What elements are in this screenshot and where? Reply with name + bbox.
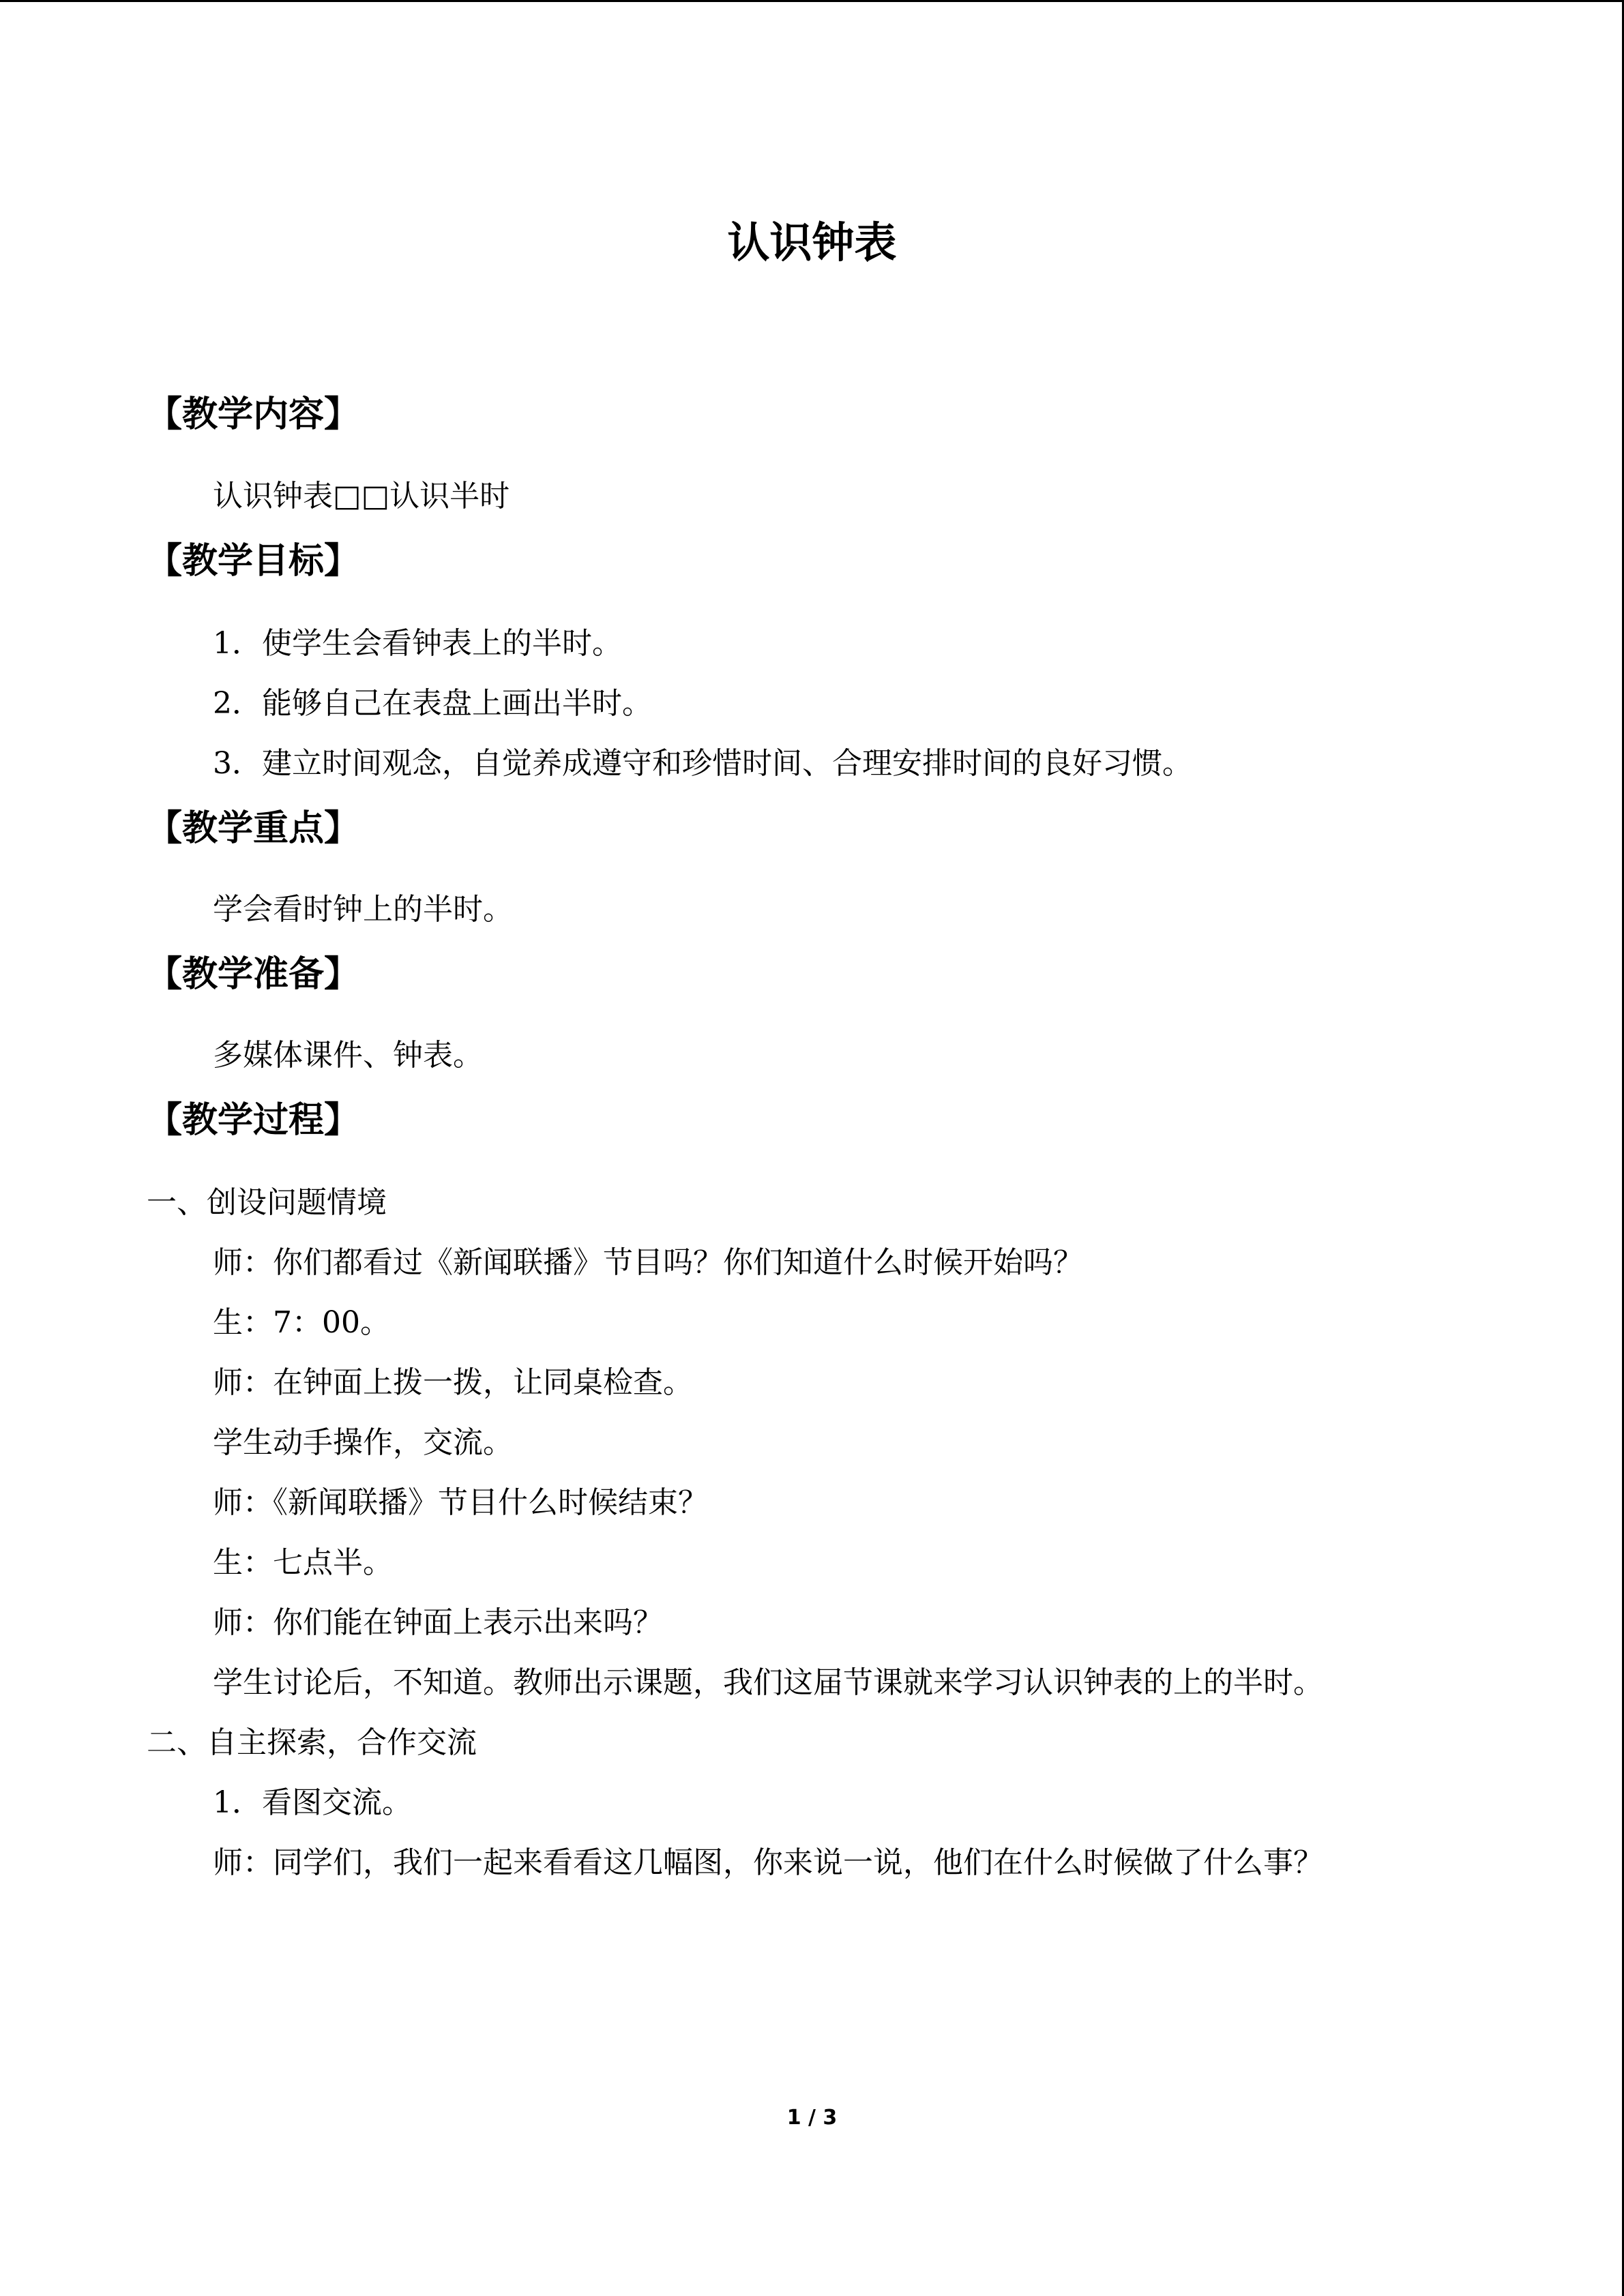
section-heading-preparation: 【教学准备】 <box>147 954 360 995</box>
process-part2-line-1: 1．看图交流。 <box>213 1785 412 1820</box>
section-heading-process: 【教学过程】 <box>147 1100 360 1141</box>
section-heading-content: 【教学内容】 <box>147 394 360 435</box>
process-part2-line-2: 师：同学们，我们一起来看看这几幅图，你来说一说，他们在什么时候做了什么事？ <box>213 1845 1323 1880</box>
section-heading-goals: 【教学目标】 <box>147 541 360 582</box>
process-part1-line-1: 师：你们都看过《新闻联播》节目吗？你们知道什么时候开始吗？ <box>213 1245 1083 1280</box>
content-text: 认识钟表□□认识半时 <box>213 479 510 513</box>
process-part1-line-6: 生：七点半。 <box>213 1545 393 1580</box>
process-part1-line-8: 学生讨论后，不知道。教师出示课题，我们这届节课就来学习认识钟表的上的半时。 <box>213 1665 1323 1700</box>
document-title: 认识钟表 <box>727 218 897 267</box>
section-heading-key-points: 【教学重点】 <box>147 808 360 849</box>
process-part1-line-5: 师：《新闻联播》节目什么时候结束？ <box>213 1485 708 1520</box>
key-points-text: 学会看时钟上的半时。 <box>213 892 513 927</box>
process-part1-line-3: 师：在钟面上拨一拨，让同桌检查。 <box>213 1365 693 1400</box>
page-number: 1 / 3 <box>786 2106 838 2130</box>
process-part1-line-2: 生：7：00。 <box>213 1305 390 1340</box>
goal-item-1: 1．使学生会看钟表上的半时。 <box>213 626 622 661</box>
process-part1-line-4: 学生动手操作，交流。 <box>213 1425 513 1460</box>
goal-item-3: 3．建立时间观念，自觉养成遵守和珍惜时间、合理安排时间的良好习惯。 <box>213 746 1192 781</box>
preparation-text: 多媒体课件、钟表。 <box>213 1038 483 1073</box>
process-part1-line-7: 师：你们能在钟面上表示出来吗？ <box>213 1605 663 1640</box>
process-part1-title: 一、创设问题情境 <box>147 1185 387 1220</box>
process-part2-title: 二、自主探索，合作交流 <box>147 1725 477 1760</box>
goal-item-2: 2．能够自己在表盘上画出半时。 <box>213 686 652 721</box>
